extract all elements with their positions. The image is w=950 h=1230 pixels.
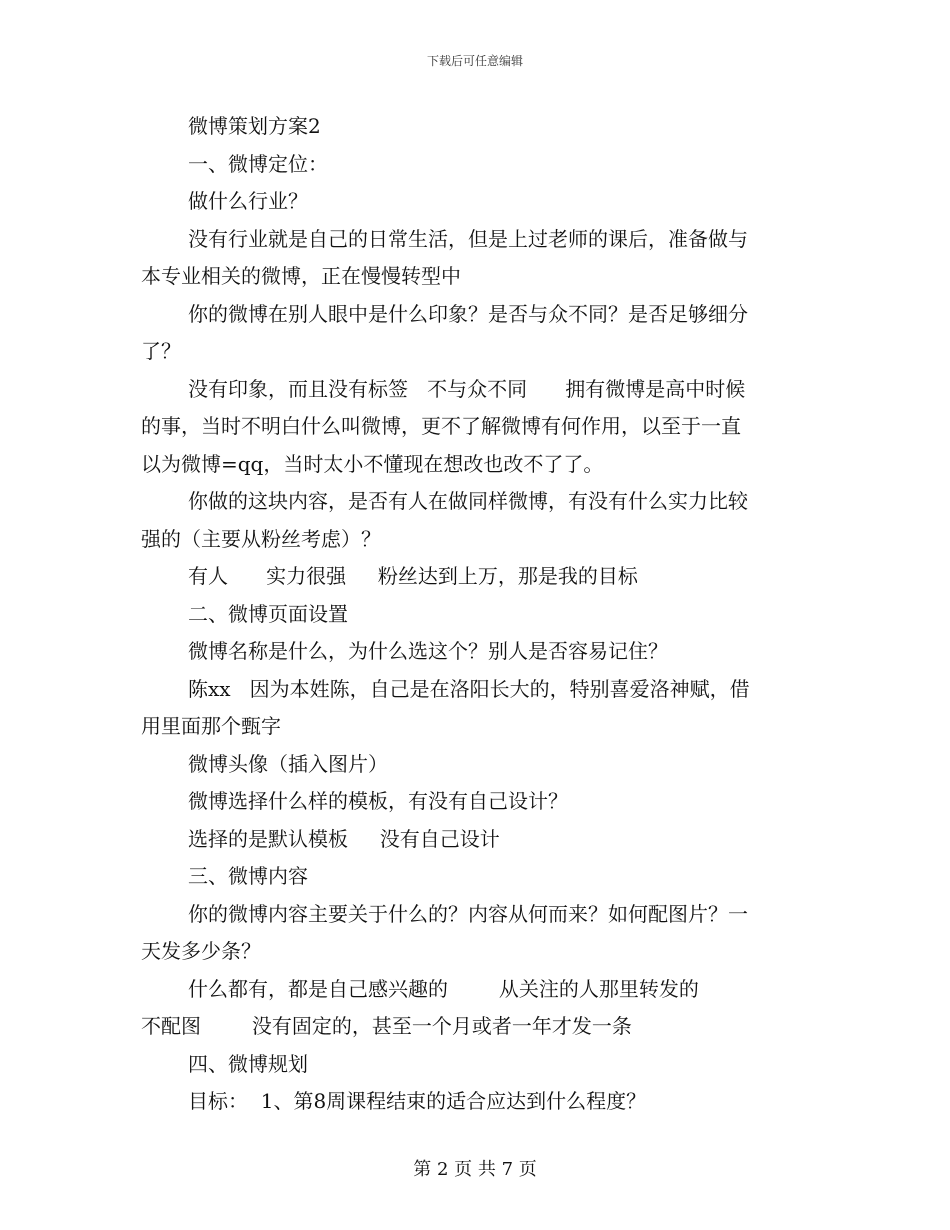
doc-line: 天发多少条？ bbox=[141, 939, 261, 963]
doc-line: 选择的是默认模板 没有自己设计 bbox=[188, 826, 500, 851]
doc-line: 目标： 1、第8周课程结束的适合应达到什么程度？ bbox=[188, 1089, 647, 1113]
doc-line: 陈xx 因为本姓陈，自己是在洛阳长大的，特别喜爱洛神赋，借 bbox=[188, 676, 750, 701]
doc-line-section-1: 一、微博定位： bbox=[188, 151, 328, 176]
doc-line: 本专业相关的微博，正在慢慢转型中 bbox=[141, 264, 461, 288]
doc-line: 你的微博内容主要关于什么的？内容从何而来？如何配图片？一 bbox=[188, 901, 748, 926]
page-footer: 第 2 页 共 7 页 bbox=[413, 1159, 537, 1180]
doc-line: 有人 实力很强 粉丝达到上万，那是我的目标 bbox=[188, 564, 638, 588]
doc-line-section-4: 四、微博规划 bbox=[188, 1051, 308, 1076]
page-header: 下载后可任意编辑 bbox=[426, 54, 523, 68]
doc-line-section-2: 二、微博页面设置 bbox=[188, 601, 348, 626]
doc-line: 的事，当时不明白什么叫微博，更不了解微博有何作用，以至于一直 bbox=[141, 414, 741, 438]
doc-line: 你的微博在别人眼中是什么印象？是否与众不同？是否足够细分 bbox=[188, 301, 748, 326]
doc-line: 做什么行业？ bbox=[188, 189, 308, 213]
doc-line-section-3: 三、微博内容 bbox=[188, 864, 308, 888]
doc-line: 没有行业就是自己的日常生活，但是上过老师的课后，准备做与 bbox=[188, 226, 748, 251]
doc-line: 不配图 没有固定的，甚至一个月或者一年才发一条 bbox=[141, 1014, 632, 1038]
doc-line: 微博选择什么样的模板，有没有自己设计？ bbox=[188, 789, 568, 813]
doc-line-title: 微博策划方案2 bbox=[188, 114, 321, 138]
document-body bbox=[141, 108, 806, 1121]
doc-line: 强的（主要从粉丝考虑）？ bbox=[141, 526, 381, 551]
doc-line: 什么都有，都是自己感兴趣的 从关注的人那里转发的 bbox=[188, 976, 699, 1001]
doc-line: 你做的这块内容，是否有人在做同样微博，有没有什么实力比较 bbox=[188, 489, 748, 513]
doc-line: 微博头像（插入图片） bbox=[188, 751, 388, 776]
doc-line: 微博名称是什么，为什么选这个？别人是否容易记住？ bbox=[188, 639, 668, 663]
doc-line: 了？ bbox=[141, 339, 181, 363]
doc-line: 以为微博=qq，当时太小不懂现在想改也改不了了。 bbox=[141, 451, 604, 476]
doc-line: 用里面那个甄字 bbox=[141, 714, 281, 738]
doc-line: 没有印象，而且没有标签 不与众不同 拥有微博是高中时候 bbox=[188, 376, 746, 401]
